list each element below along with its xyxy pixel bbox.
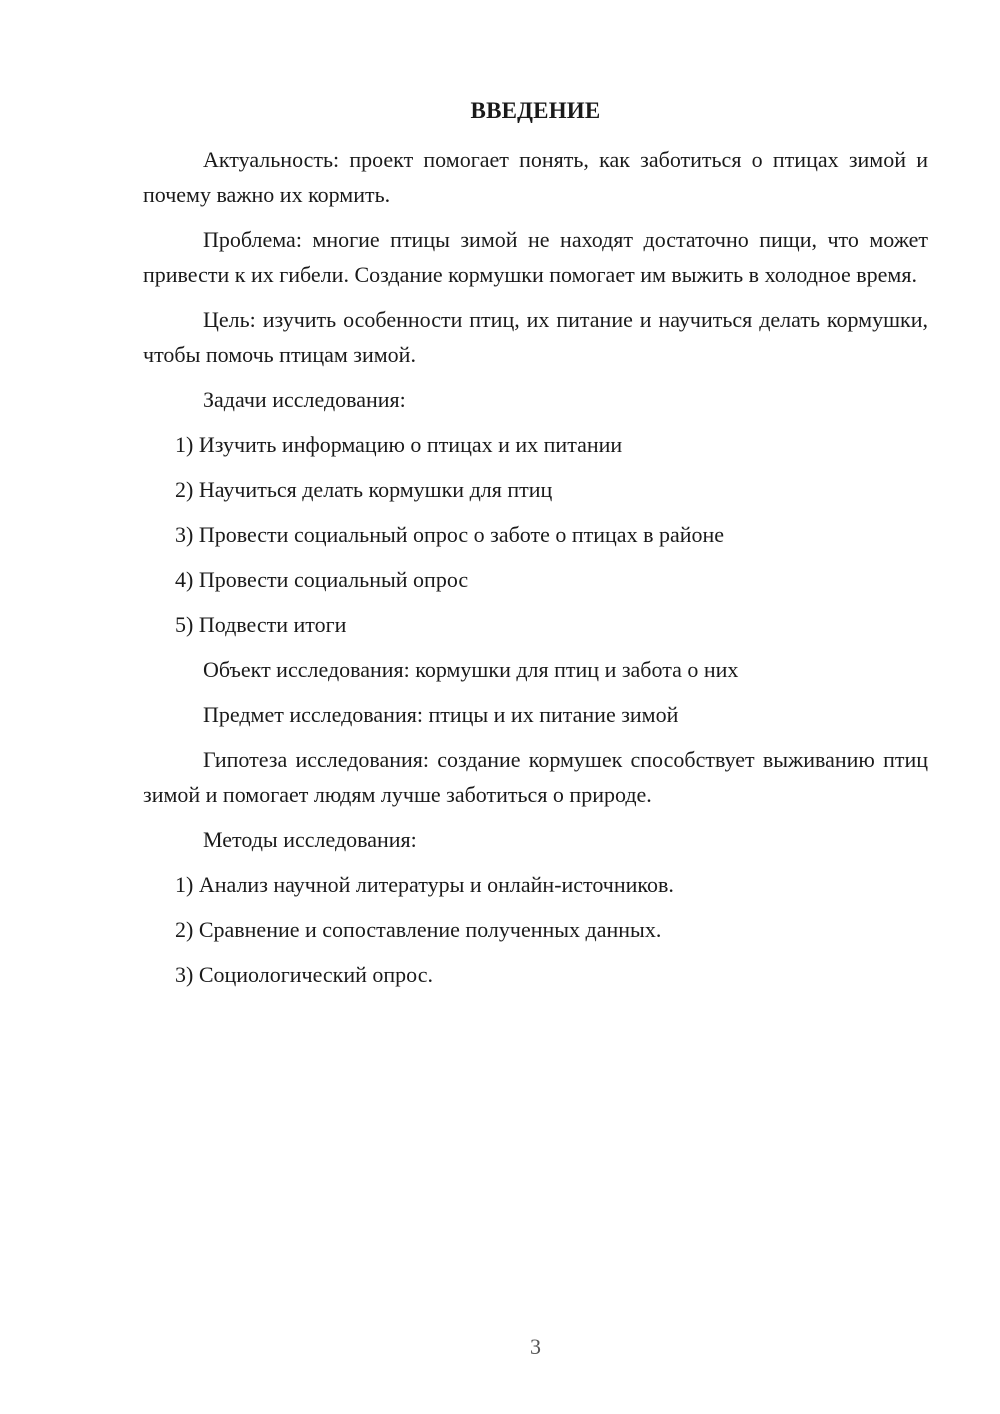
methods-list (143, 867, 928, 992)
task-item: 1) Изучить информацию о птицах и их питании (175, 432, 623, 457)
methods-heading: Методы исследования: (203, 827, 417, 852)
page-heading: ВВЕДЕНИЕ (470, 98, 601, 123)
document-page (143, 0, 928, 1414)
task-item: 5) Подвести итоги (175, 612, 347, 637)
page-number: 3 (530, 1334, 541, 1359)
method-item: 1) Анализ научной литературы и онлайн-источников. (175, 872, 674, 897)
hypothesis-paragraph: Гипотеза исследования: создание кормушек способствует выживанию птиц зимой и помогает людям лучше заботиться о природе. (143, 747, 928, 807)
task-item: 3) Провести социальный опрос о заботе о птицах в районе (175, 522, 725, 547)
tasks-heading: Задачи исследования: (203, 387, 406, 412)
page-content (143, 142, 928, 1002)
task-item: 4) Провести социальный опрос (175, 567, 469, 592)
method-item: 3) Социологический опрос. (175, 962, 433, 987)
relevance-paragraph: Актуальность: проект помогает понять, как заботиться о птицах зимой и почему важно их кормить. (143, 147, 928, 207)
goal-paragraph: Цель: изучить особенности птиц, их питание и научиться делать кормушки, чтобы помочь птицам зимой. (143, 307, 928, 367)
object-paragraph: Объект исследования: кормушки для птиц и забота о них (203, 657, 739, 682)
subject-paragraph: Предмет исследования: птицы и их питание зимой (203, 702, 679, 727)
task-item: 2) Научиться делать кормушки для птиц (175, 477, 553, 502)
problem-paragraph: Проблема: многие птицы зимой не находят достаточно пищи, что может привести к их гибели. Создание кормушки помогает им выжить в холодное время. (143, 227, 928, 287)
tasks-list (143, 427, 928, 642)
method-item: 2) Сравнение и сопоставление полученных данных. (175, 917, 662, 942)
